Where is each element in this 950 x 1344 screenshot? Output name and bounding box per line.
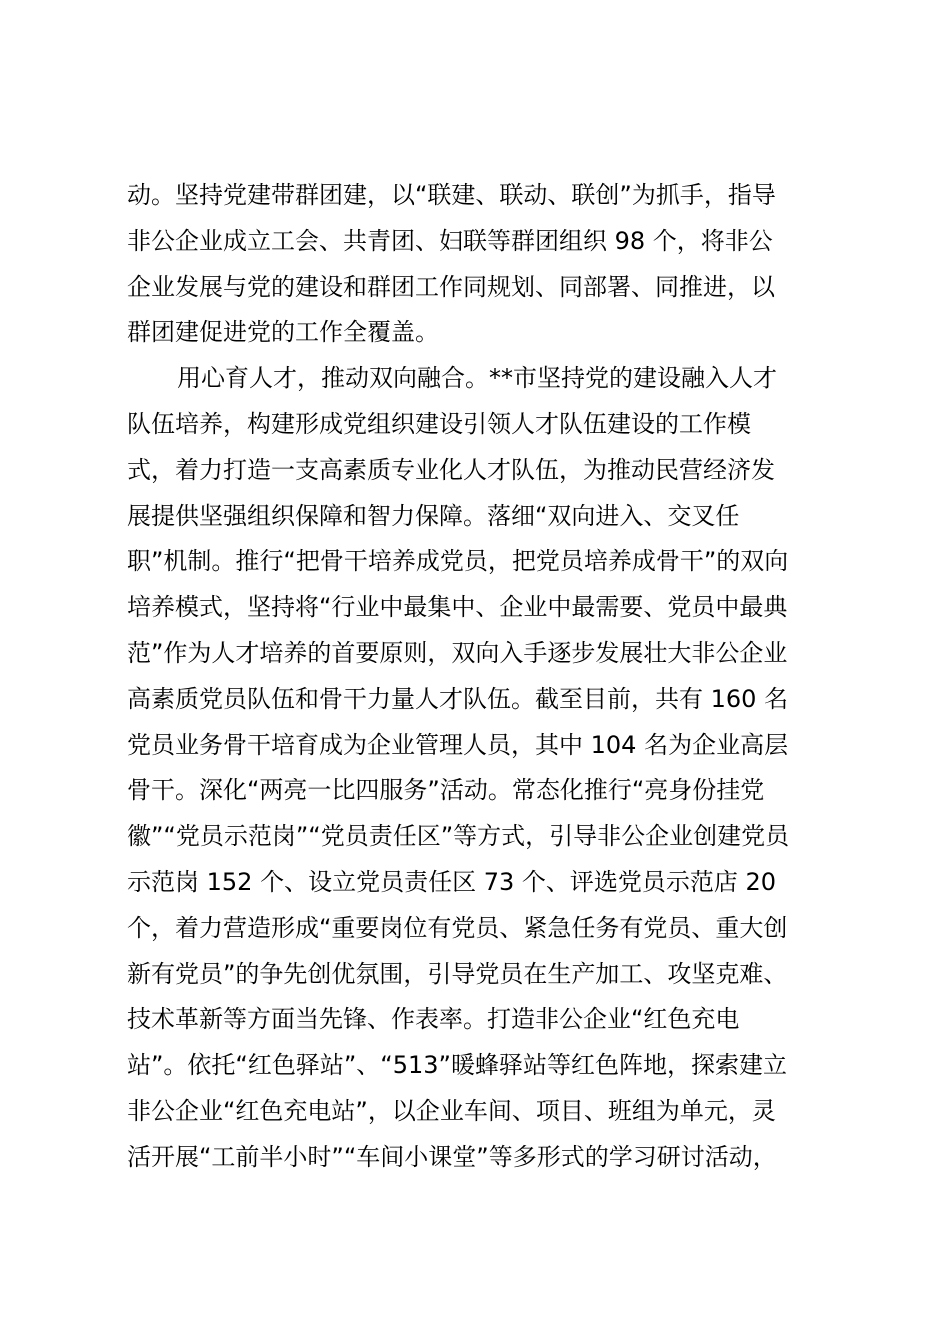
text-line: 培养模式，坚持将“行业中最集中、企业中最需要、党员中最典 [127,593,788,622]
text-line: 高素质党员队伍和骨干力量人才队伍。截至目前，共有 160 名 [127,684,789,713]
text-line: 技术革新等方面当先锋、作表率。打造非公企业“红色充电 [127,1005,740,1034]
text-line: 非公企业成立工会、共青团、妇联等群团组织 98 个，将非公 [127,226,773,255]
text-line: 示范岗 152 个、设立党员责任区 73 个、评选党员示范店 20 [127,867,777,896]
text-line: 式，着力打造一支高素质专业化人才队伍，为推动民营经济发 [127,455,775,484]
text-line: 徽”“党员示范岗”“党员责任区”等方式，引导非公企业创建党员 [127,822,790,851]
text-line: 企业发展与党的建设和群团工作同规划、同部署、同推进，以 [127,272,775,301]
text-line: 活开展“工前半小时”“车间小课堂”等多形式的学习研讨活动， [127,1142,777,1171]
text-line: 党员业务骨干培育成为企业管理人员，其中 104 名为企业高层 [127,730,789,759]
text-line: 骨干。深化“两亮一比四服务”活动。常态化推行“亮身份挂党 [127,776,765,805]
body-text [127,173,837,1181]
text-line: 非公企业“红色充电站”，以企业车间、项目、班组为单元，灵 [127,1096,776,1125]
text-line: 新有党员”的争先创优氛围，引导党员在生产加工、攻坚克难、 [127,959,788,988]
paragraph-first-line: 用心育人才，推动双向融合。**市坚持党的建设融入人才 [177,364,777,393]
text-line: 职”机制。推行“把骨干培养成党员，把党员培养成骨干”的双向 [127,547,789,576]
text-line: 群团建促进党的工作全覆盖。 [127,318,439,347]
text-line: 队伍培养，构建形成党组织建设引领人才队伍建设的工作模 [127,409,751,438]
text-line: 站”。依托“红色驿站”、“513”暖蜂驿站等红色阵地，探索建立 [127,1051,787,1080]
text-line: 个，着力营造形成“重要岗位有党员、紧急任务有党员、重大创 [127,913,788,942]
text-line: 范”作为人才培养的首要原则，双向入手逐步发展壮大非公企业 [127,638,788,667]
text-line: 展提供坚强组织保障和智力保障。落细“双向进入、交叉任 [127,501,740,530]
text-line: 动。坚持党建带群团建，以“联建、联动、联创”为抓手，指导 [127,181,776,209]
